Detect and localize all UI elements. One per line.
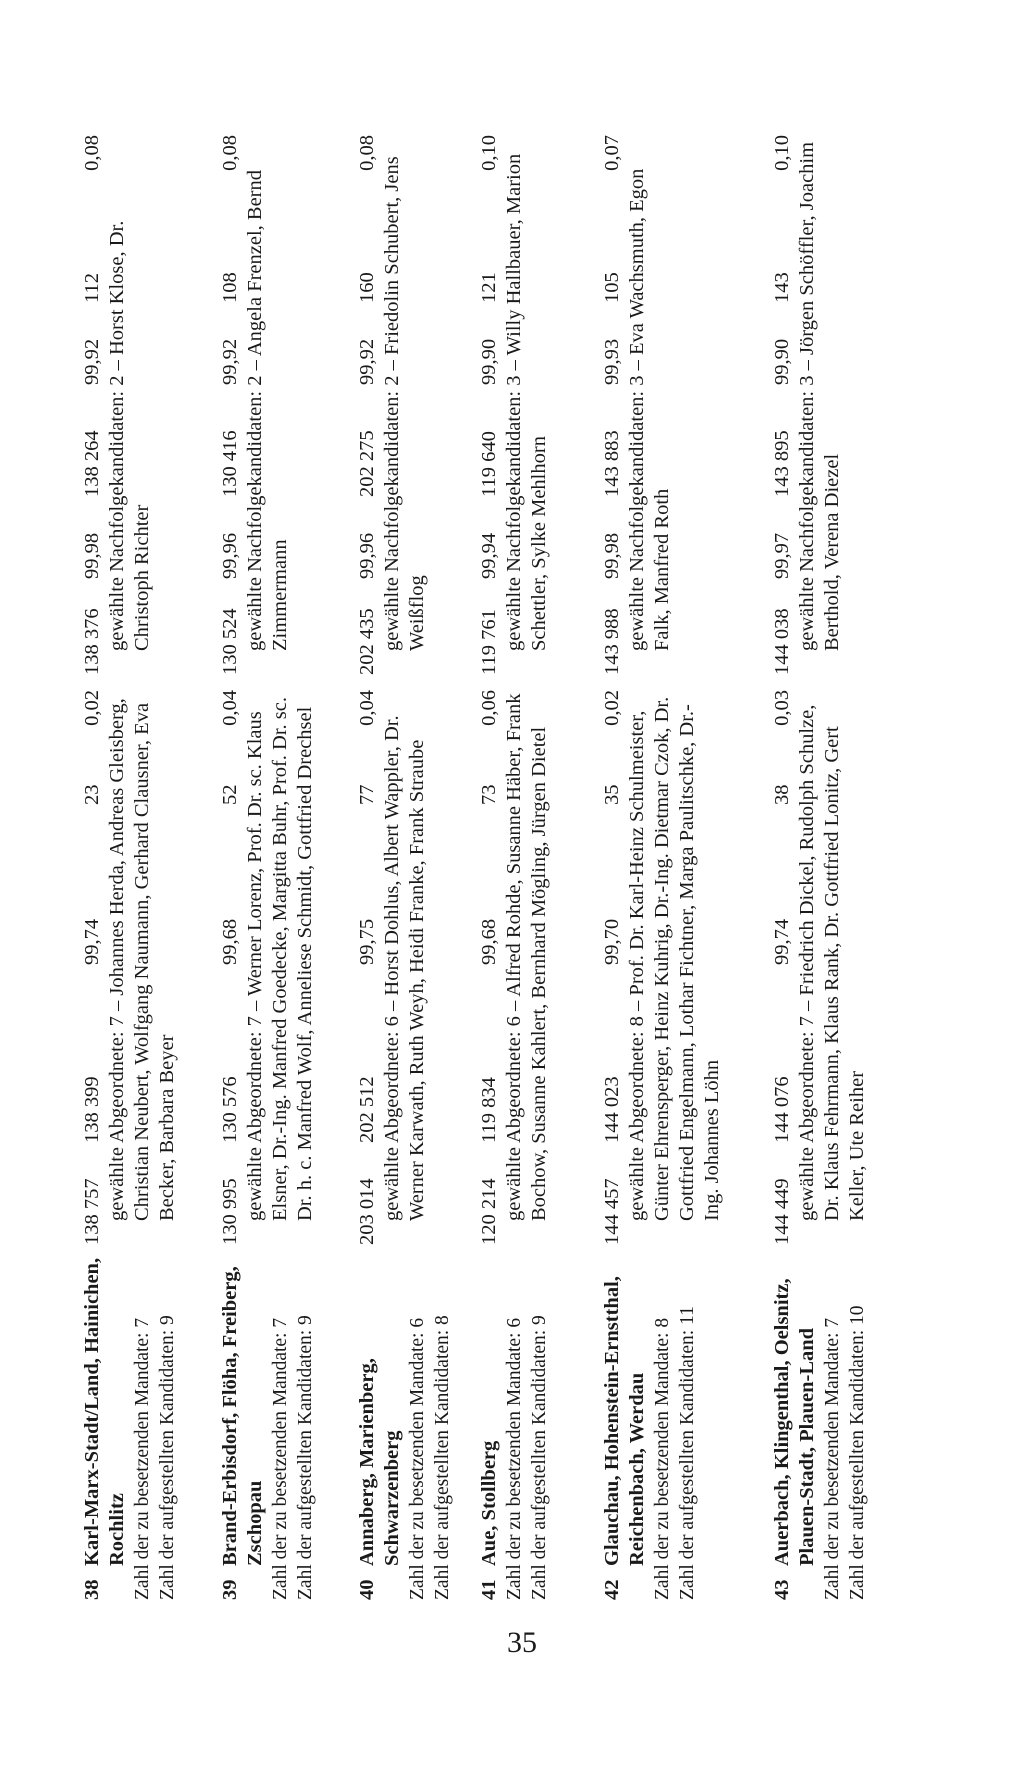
- district-number: 39: [219, 1579, 241, 1600]
- district-number: 40: [356, 1579, 378, 1600]
- successors-eligible: 138 376: [81, 608, 103, 675]
- eligible-voters: 144 449: [771, 1178, 793, 1245]
- successors-figures: [770, 135, 795, 675]
- valid-votes: 202 512: [356, 1076, 378, 1143]
- successors-against-percent: 0,08: [356, 135, 378, 171]
- elected-successors: gewählte Nachfolgekandidaten: 3 – Jörgen Schöffler, Joachim Berthold, Verena Diezel: [796, 141, 843, 651]
- mandates-count: Zahl der zu besetzenden Mandate: 8: [652, 1317, 673, 1600]
- successors-valid: 202 275: [356, 430, 378, 497]
- successors-cell: [477, 135, 552, 675]
- votes-against: 52: [219, 784, 241, 805]
- eligible-voters: 130 995: [219, 1178, 241, 1245]
- valid-percent: 99,74: [81, 918, 103, 965]
- district-title: [80, 1255, 130, 1600]
- district-number: 38: [81, 1579, 103, 1600]
- successors-figures: [80, 135, 105, 675]
- against-percent: 0,02: [601, 690, 623, 726]
- valid-percent: 99,70: [601, 918, 623, 965]
- against-percent: 0,02: [81, 690, 103, 726]
- district-cell: [770, 1255, 870, 1600]
- successors-valid-percent: 99,92: [81, 338, 103, 385]
- elected-deputies: gewählte Abgeordnete: 8 – Prof. Dr. Karl-Heinz Schulmeister, Günter Ehrensperger, Heinz Kuhrig, Dr.-Ing. Dietmar Czok, Dr. Gottfried Engelmann, Lothar Fichtner, Marga Paulitschke, Dr.-Ing. Johannes Löhn: [626, 696, 723, 1221]
- successors-against-percent: 0,10: [478, 135, 500, 171]
- mandates-count: Zahl der zu besetzenden Mandate: 7: [270, 1317, 291, 1600]
- votes-against: 23: [81, 784, 103, 805]
- district-name: Karl-Marx-Stadt/Land, Hainichen, Rochlitz: [81, 1257, 128, 1566]
- district-cell: [80, 1255, 180, 1600]
- successors-against: 143: [771, 272, 793, 303]
- district-name: Auerbach, Klingenthal, Oelsnitz, Plauen-Stadt, Plauen-Land: [771, 1278, 818, 1566]
- successors-cell: [218, 135, 293, 675]
- eligible-voters: 203 014: [356, 1178, 378, 1245]
- elected-deputies: gewählte Abgeordnete: 6 – Alfred Rohde, Susanne Häber, Frank Bochow, Susanne Kahlert, Bernhard Mögling, Jürgen Dietel: [503, 693, 550, 1221]
- successors-eligible: 130 524: [219, 608, 241, 675]
- district-title: [218, 1255, 268, 1600]
- successors-valid-percent: 99,90: [771, 338, 793, 385]
- successors-turnout-percent: 99,96: [219, 532, 241, 579]
- candidates-count: Zahl der aufgestellten Kandidaten: 10: [847, 1305, 868, 1600]
- district-cell: [477, 1255, 552, 1600]
- valid-votes: 119 834: [478, 1077, 500, 1143]
- successors-figures: [218, 135, 243, 675]
- page-number: 35: [507, 1626, 537, 1659]
- district-number: 41: [478, 1579, 500, 1600]
- deputies-cell: [218, 690, 318, 1245]
- successors-eligible: 202 435: [356, 608, 378, 675]
- elected-deputies: gewählte Abgeordnete: 6 – Horst Dohlus, Albert Wappler, Dr. Werner Karwath, Ruth Weyh, Heidi Franke, Frank Straube: [381, 715, 428, 1221]
- deputies-cell: [355, 690, 430, 1245]
- successors-figures: [355, 135, 380, 675]
- district-cell: [218, 1255, 318, 1600]
- successors-valid-percent: 99,92: [219, 338, 241, 385]
- valid-votes: 144 023: [601, 1076, 623, 1143]
- mandates-count: Zahl der zu besetzenden Mandate: 7: [822, 1317, 843, 1600]
- successors-cell: [355, 135, 430, 675]
- successors-valid: 130 416: [219, 430, 241, 497]
- valid-votes: 130 576: [219, 1076, 241, 1143]
- deputies-cell: [80, 690, 180, 1245]
- district-number: 42: [601, 1579, 623, 1600]
- district-number: 43: [771, 1579, 793, 1600]
- successors-against: 105: [601, 272, 623, 303]
- eligible-voters: 120 214: [478, 1178, 500, 1245]
- elected-successors: gewählte Nachfolgekandidaten: 2 – Friedolin Schubert, Jens Weißflog: [381, 156, 428, 651]
- district-title: [477, 1255, 502, 1600]
- district-title: [355, 1255, 405, 1600]
- against-percent: 0,04: [356, 690, 378, 726]
- successors-valid: 119 640: [478, 431, 500, 497]
- successors-against: 160: [356, 272, 378, 303]
- against-percent: 0,06: [478, 690, 500, 726]
- deputies-cell: [477, 690, 552, 1245]
- deputies-cell: [600, 690, 725, 1245]
- valid-percent: 99,68: [478, 918, 500, 965]
- election-results-table: [80, 130, 960, 1600]
- successors-cell: [80, 135, 155, 675]
- valid-percent: 99,75: [356, 918, 378, 965]
- successors-against: 121: [478, 272, 500, 303]
- successors-against-percent: 0,08: [81, 135, 103, 171]
- successors-against-percent: 0,10: [771, 135, 793, 171]
- successors-valid-percent: 99,90: [478, 338, 500, 385]
- mandates-count: Zahl der zu besetzenden Mandate: 6: [504, 1317, 525, 1600]
- successors-cell: [600, 135, 675, 675]
- successors-figures: [477, 135, 502, 675]
- successors-valid-percent: 99,93: [601, 338, 623, 385]
- successors-figures: [600, 135, 625, 675]
- successors-eligible: 144 038: [771, 608, 793, 675]
- successors-turnout-percent: 99,98: [601, 532, 623, 579]
- successors-turnout-percent: 99,98: [81, 532, 103, 579]
- deputies-figures: [600, 690, 625, 1245]
- district-cell: [600, 1255, 700, 1600]
- district-name: Brand-Erbisdorf, Flöha, Freiberg, Zschopau: [219, 1266, 266, 1566]
- against-percent: 0,03: [771, 690, 793, 726]
- votes-against: 73: [478, 784, 500, 805]
- candidates-count: Zahl der aufgestellten Kandidaten: 9: [529, 1315, 550, 1600]
- successors-turnout-percent: 99,97: [771, 532, 793, 579]
- candidates-count: Zahl der aufgestellten Kandidaten: 9: [295, 1315, 316, 1600]
- elected-deputies: gewählte Abgeordnete: 7 – Johannes Herda, Andreas Gleisberg, Christian Neubert, Wolfgang Naumann, Gerhard Clausner, Eva Becker, Barbara Beyer: [106, 698, 178, 1221]
- eligible-voters: 138 757: [81, 1178, 103, 1245]
- district-name: Glauchau, Hohenstein-Ernstthal, Reichenbach, Werdau: [601, 1276, 648, 1566]
- district-title: [600, 1255, 650, 1600]
- valid-percent: 99,74: [771, 918, 793, 965]
- successors-against: 108: [219, 272, 241, 303]
- successors-against: 112: [81, 273, 103, 303]
- against-percent: 0,04: [219, 690, 241, 726]
- eligible-voters: 144 457: [601, 1178, 623, 1245]
- candidates-count: Zahl der aufgestellten Kandidaten: 9: [157, 1315, 178, 1600]
- district-cell: [355, 1255, 455, 1600]
- district-name: Annaberg, Marienberg, Schwarzenberg: [356, 1358, 403, 1566]
- candidates-count: Zahl der aufgestellten Kandidaten: 11: [677, 1306, 698, 1600]
- votes-against: 35: [601, 784, 623, 805]
- successors-valid: 143 895: [771, 430, 793, 497]
- successors-against-percent: 0,07: [601, 135, 623, 171]
- successors-valid-percent: 99,92: [356, 338, 378, 385]
- successors-eligible: 143 988: [601, 608, 623, 675]
- successors-eligible: 119 761: [478, 609, 500, 675]
- votes-against: 77: [356, 784, 378, 805]
- mandates-count: Zahl der zu besetzenden Mandate: 6: [407, 1317, 428, 1600]
- successors-valid: 143 883: [601, 430, 623, 497]
- deputies-cell: [770, 690, 870, 1245]
- candidates-count: Zahl der aufgestellten Kandidaten: 8: [432, 1315, 453, 1600]
- elected-deputies: gewählte Abgeordnete: 7 – Friedrich Dickel, Rudolph Schulze, Dr. Klaus Fehrmann, Klaus Rank, Dr. Gottfried Lonitz, Gert Keller, Ute Reiher: [796, 704, 868, 1221]
- deputies-figures: [218, 690, 243, 1245]
- successors-cell: [770, 135, 845, 675]
- deputies-figures: [477, 690, 502, 1245]
- deputies-figures: [770, 690, 795, 1245]
- successors-turnout-percent: 99,96: [356, 532, 378, 579]
- deputies-figures: [80, 690, 105, 1245]
- elected-successors: gewählte Nachfolgekandidaten: 2 – Horst Klose, Dr. Christoph Richter: [106, 220, 153, 651]
- deputies-figures: [355, 690, 380, 1245]
- successors-turnout-percent: 99,94: [478, 532, 500, 579]
- valid-votes: 138 399: [81, 1076, 103, 1143]
- district-name: Aue, Stollberg: [478, 1440, 500, 1566]
- successors-valid: 138 264: [81, 430, 103, 497]
- valid-votes: 144 076: [771, 1076, 793, 1143]
- valid-percent: 99,68: [219, 918, 241, 965]
- votes-against: 38: [771, 784, 793, 805]
- elected-deputies: gewählte Abgeordnete: 7 – Werner Lorenz, Prof. Dr. sc. Klaus Elsner, Dr.-Ing. Manfred Goedecke, Margitta Buhr, Prof. Dr. sc. Dr. h. c. Manfred Wolf, Anneliese Schmidt, Gottfried Drechsel: [244, 696, 316, 1221]
- elected-successors: gewählte Nachfolgekandidaten: 3 – Eva Wachsmuth, Egon Falk, Manfred Roth: [626, 168, 673, 651]
- successors-against-percent: 0,08: [219, 135, 241, 171]
- elected-successors: gewählte Nachfolgekandidaten: 3 – Willy Hallbauer, Marion Schettler, Sylke Mehlhorn: [503, 153, 550, 651]
- elected-successors: gewählte Nachfolgekandidaten: 2 – Angela Frenzel, Bernd Zimmermann: [244, 169, 291, 651]
- mandates-count: Zahl der zu besetzenden Mandate: 7: [132, 1317, 153, 1600]
- district-title: [770, 1255, 820, 1600]
